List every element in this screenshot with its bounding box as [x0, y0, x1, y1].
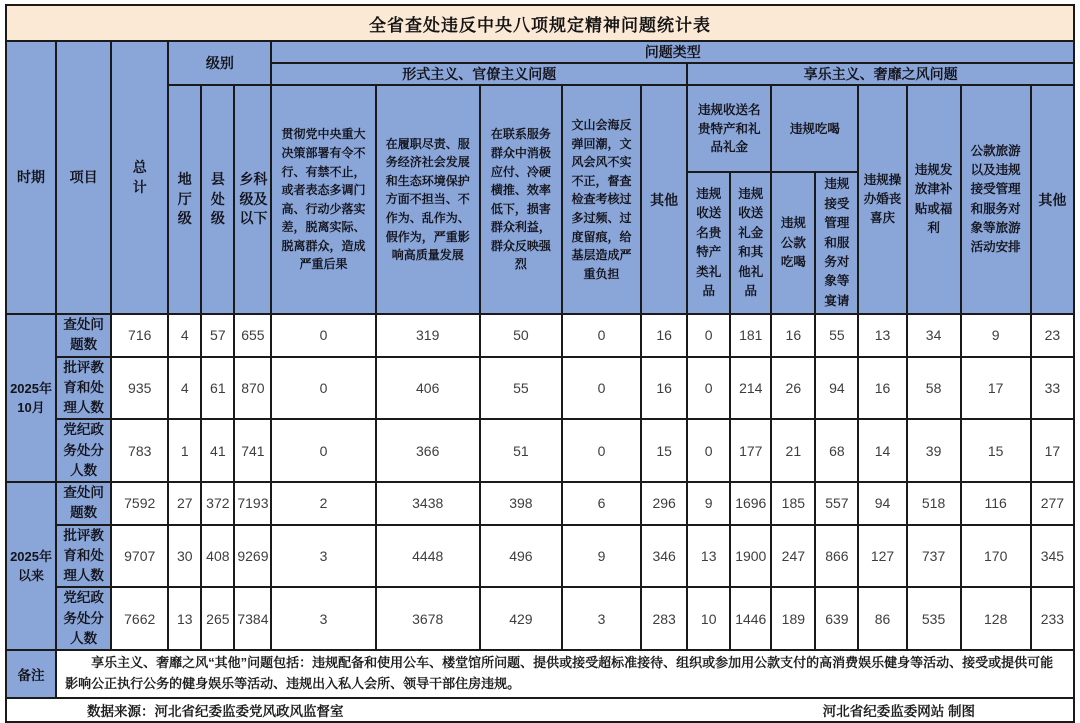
stats-table — [5, 4, 1075, 723]
data-cell: 9269 — [234, 525, 271, 588]
data-cell: 9 — [961, 314, 1031, 357]
header-hedonism-col-wedding: 违规操办婚丧喜庆 — [858, 85, 906, 314]
data-cell: 1446 — [730, 587, 771, 650]
data-cell: 7662 — [111, 587, 168, 650]
data-cell: 535 — [907, 587, 961, 650]
data-cell: 398 — [480, 482, 562, 525]
data-cell: 0 — [687, 314, 730, 357]
data-cell: 496 — [480, 525, 562, 588]
data-cell: 366 — [376, 419, 480, 482]
data-cell: 13 — [687, 525, 730, 588]
data-cell: 0 — [687, 419, 730, 482]
data-cell: 0 — [562, 419, 641, 482]
header-gifts-col-cash: 违规收送礼金和其他礼品 — [730, 172, 771, 314]
data-cell: 866 — [815, 525, 858, 588]
data-cell: 30 — [168, 525, 201, 588]
data-cell: 68 — [815, 419, 858, 482]
data-cell: 408 — [201, 525, 234, 588]
header-gifts-col-specialty: 违规收送名贵特产类礼品 — [687, 172, 730, 314]
data-cell: 346 — [641, 525, 687, 588]
data-cell: 345 — [1031, 525, 1074, 588]
data-cell: 741 — [234, 419, 271, 482]
data-cell: 1 — [168, 419, 201, 482]
remark-text: 享乐主义、奢靡之风“其他”问题包括：违规配备和使用公车、楼堂馆所问题、提供或接受超标准接待、组织或参加用公款支付的高消费娱乐健身等活动、接受或提供可能影响公正执行公务的健身娱乐等活动、违规出入私人会所、领导干部住房违规。 — [56, 650, 1074, 698]
data-cell: 429 — [480, 587, 562, 650]
data-cell: 16 — [641, 357, 687, 420]
data-cell: 15 — [961, 419, 1031, 482]
data-cell: 277 — [1031, 482, 1074, 525]
data-cell: 51 — [480, 419, 562, 482]
data-cell: 372 — [201, 482, 234, 525]
data-cell: 1900 — [730, 525, 771, 588]
data-cell: 0 — [562, 357, 641, 420]
data-cell: 33 — [1031, 357, 1074, 420]
header-level-county-label: 县处级 — [210, 171, 225, 227]
data-cell: 13 — [168, 587, 201, 650]
footer-row — [6, 698, 1074, 722]
data-cell: 27 — [168, 482, 201, 525]
data-cell: 557 — [815, 482, 858, 525]
header-hedonism-col-allowance: 违规发放津补贴或福利 — [907, 85, 961, 314]
data-cell: 296 — [641, 482, 687, 525]
header-dining-col-public-funds: 违规公款吃喝 — [771, 172, 815, 314]
data-cell: 319 — [376, 314, 480, 357]
header-formalism-group: 形式主义、官僚主义问题 — [271, 63, 687, 85]
data-cell: 655 — [234, 314, 271, 357]
period-label: 2025年以来 — [6, 482, 56, 650]
header-level-county — [201, 85, 234, 314]
data-cell: 3 — [271, 525, 375, 588]
data-cell: 94 — [815, 357, 858, 420]
data-cell: 3678 — [376, 587, 480, 650]
data-cell: 4 — [168, 357, 201, 420]
data-cell: 9 — [687, 482, 730, 525]
data-cell: 41 — [201, 419, 234, 482]
data-cell: 189 — [771, 587, 815, 650]
header-problem-type: 问题类型 — [271, 41, 1074, 63]
data-cell: 17 — [961, 357, 1031, 420]
data-cell: 0 — [271, 419, 375, 482]
header-formalism-col-duty: 在履职尽责、服务经济社会发展和生态环境保护方面不担当、不作为、乱作为、假作为，严重影响高质量发展 — [376, 85, 480, 314]
header-dining-group: 违规吃喝 — [771, 85, 858, 172]
data-cell: 935 — [111, 357, 168, 420]
data-cell: 639 — [815, 587, 858, 650]
header-row-1 — [6, 41, 1074, 63]
data-cell: 21 — [771, 419, 815, 482]
header-hedonism-col-travel: 公款旅游以及违规接受管理和服务对象等旅游活动安排 — [961, 85, 1031, 314]
data-cell: 0 — [687, 357, 730, 420]
data-cell: 0 — [271, 314, 375, 357]
header-level-prefecture-label: 地厅级 — [177, 171, 192, 227]
data-cell: 6 — [562, 482, 641, 525]
data-cell: 9 — [562, 525, 641, 588]
data-cell: 1696 — [730, 482, 771, 525]
header-level-group: 级别 — [168, 41, 271, 85]
table-row — [6, 587, 1074, 650]
header-total-label: 总计 — [132, 158, 147, 195]
data-cell: 17 — [1031, 419, 1074, 482]
data-cell: 7384 — [234, 587, 271, 650]
header-item: 项目 — [56, 41, 111, 314]
data-cell: 170 — [961, 525, 1031, 588]
page-title: 全省查处违反中央八项规定精神问题统计表 — [6, 5, 1074, 41]
header-period: 时期 — [6, 41, 56, 314]
header-formalism-col-policy: 贯彻党中央重大决策部署有令不行、有禁不止，或者表态多调门高、行动少落实差，脱离实际、脱离群众，造成严重后果 — [271, 85, 375, 314]
data-cell: 55 — [480, 357, 562, 420]
data-cell: 177 — [730, 419, 771, 482]
data-cell: 127 — [858, 525, 906, 588]
data-cell: 214 — [730, 357, 771, 420]
table-row — [6, 357, 1074, 420]
data-cell: 406 — [376, 357, 480, 420]
data-cell: 283 — [641, 587, 687, 650]
data-cell: 518 — [907, 482, 961, 525]
data-cell: 23 — [1031, 314, 1074, 357]
data-cell: 716 — [111, 314, 168, 357]
footer — [7, 700, 1073, 720]
data-cell: 783 — [111, 419, 168, 482]
item-label: 党纪政务处分人数 — [56, 419, 111, 482]
header-hedonism-col-other: 其他 — [1031, 85, 1074, 314]
data-cell: 34 — [907, 314, 961, 357]
header-level-township-label: 乡科级及以下 — [239, 171, 268, 227]
data-cell: 26 — [771, 357, 815, 420]
data-cell: 185 — [771, 482, 815, 525]
header-formalism-col-meetings: 文山会海反弹回潮，文风会风不实不正，督查检查考核过多过频、过度留痕，给基层造成严重负担 — [562, 85, 641, 314]
item-label: 批评教育和处理人数 — [56, 525, 111, 588]
data-cell: 55 — [815, 314, 858, 357]
header-gifts-group: 违规收送名贵特产和礼品礼金 — [687, 85, 771, 172]
data-cell: 2 — [271, 482, 375, 525]
header-formalism-col-other: 其他 — [641, 85, 687, 314]
item-label: 批评教育和处理人数 — [56, 357, 111, 420]
data-cell: 0 — [562, 314, 641, 357]
item-label: 查处问题数 — [56, 314, 111, 357]
table-row — [6, 525, 1074, 588]
period-label: 2025年10月 — [6, 314, 56, 482]
credit: 河北省纪委监委网站 制图 — [822, 703, 975, 719]
data-cell: 870 — [234, 357, 271, 420]
data-cell: 181 — [730, 314, 771, 357]
data-cell: 265 — [201, 587, 234, 650]
data-cell: 16 — [641, 314, 687, 357]
data-cell: 247 — [771, 525, 815, 588]
data-cell: 16 — [771, 314, 815, 357]
table-body — [6, 314, 1074, 650]
table-row — [6, 314, 1074, 357]
data-cell: 0 — [271, 357, 375, 420]
data-cell: 116 — [961, 482, 1031, 525]
item-label: 党纪政务处分人数 — [56, 587, 111, 650]
data-cell: 128 — [961, 587, 1031, 650]
data-cell: 13 — [858, 314, 906, 357]
data-cell: 94 — [858, 482, 906, 525]
header-level-prefecture — [168, 85, 201, 314]
data-cell: 3 — [271, 587, 375, 650]
remark-label: 备注 — [6, 650, 56, 698]
data-cell: 7592 — [111, 482, 168, 525]
data-cell: 3 — [562, 587, 641, 650]
data-cell: 61 — [201, 357, 234, 420]
data-cell: 10 — [687, 587, 730, 650]
title-row — [6, 5, 1074, 41]
data-cell: 15 — [641, 419, 687, 482]
header-level-township — [234, 85, 271, 314]
table-row — [6, 482, 1074, 525]
data-cell: 737 — [907, 525, 961, 588]
data-cell: 9707 — [111, 525, 168, 588]
data-cell: 7193 — [234, 482, 271, 525]
header-dining-col-banquet: 违规接受管理和服务对象等宴请 — [815, 172, 858, 314]
item-label: 查处问题数 — [56, 482, 111, 525]
data-cell: 50 — [480, 314, 562, 357]
data-cell: 4 — [168, 314, 201, 357]
remark-row — [6, 650, 1074, 698]
data-cell: 57 — [201, 314, 234, 357]
data-cell: 14 — [858, 419, 906, 482]
header-formalism-col-masses: 在联系服务群众中消极应付、冷硬横推、效率低下，损害群众利益，群众反映强烈 — [480, 85, 562, 314]
data-cell: 39 — [907, 419, 961, 482]
data-cell: 86 — [858, 587, 906, 650]
header-total — [111, 41, 168, 314]
header-hedonism-group: 享乐主义、奢靡之风问题 — [687, 63, 1074, 85]
table-row — [6, 419, 1074, 482]
footer-cell — [6, 698, 1074, 722]
data-cell: 16 — [858, 357, 906, 420]
data-cell: 58 — [907, 357, 961, 420]
data-cell: 4448 — [376, 525, 480, 588]
data-cell: 233 — [1031, 587, 1074, 650]
data-source: 数据来源：河北省纪委监委党风政风监督室 — [87, 703, 344, 719]
data-cell: 3438 — [376, 482, 480, 525]
